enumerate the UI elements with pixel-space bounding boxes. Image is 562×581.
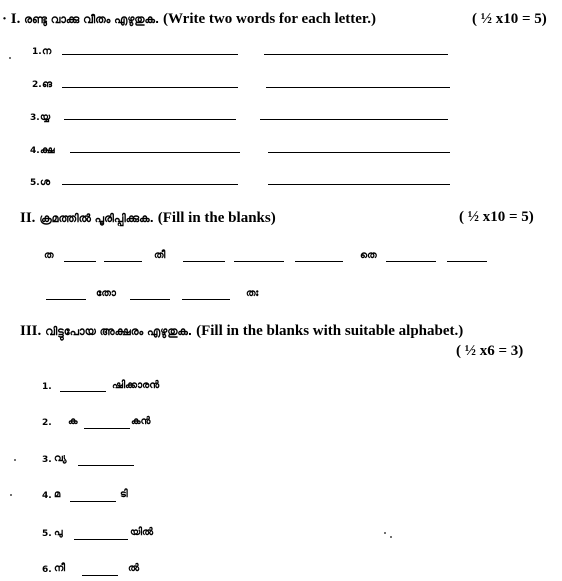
blank-line[interactable] bbox=[386, 261, 436, 262]
blank-line[interactable] bbox=[70, 501, 116, 502]
section-1-heading: · I. രണ്ടു വാക്കു വീതം എഴുതുക. (Write two words for each letter.) bbox=[2, 11, 376, 27]
word-prefix: നീ bbox=[54, 563, 66, 574]
item-number: 4. bbox=[42, 491, 52, 501]
word-prefix: ക bbox=[68, 416, 78, 427]
answer-line[interactable] bbox=[62, 184, 238, 185]
section-1-marks: ( ½ x10 = 5) bbox=[472, 11, 547, 27]
answer-line[interactable] bbox=[268, 152, 450, 153]
sequence-letter: ത bbox=[44, 250, 54, 261]
sequence-letter: തെ bbox=[360, 250, 377, 261]
item-number: 6. bbox=[42, 565, 52, 575]
stray-mark bbox=[14, 459, 16, 461]
blank-line[interactable] bbox=[46, 299, 86, 300]
item-number: 5. bbox=[42, 529, 52, 539]
answer-line[interactable] bbox=[260, 119, 448, 120]
stray-mark bbox=[10, 494, 12, 496]
answer-line[interactable] bbox=[264, 54, 448, 55]
sequence-letter: തീ bbox=[154, 250, 166, 261]
blank-line[interactable] bbox=[447, 261, 487, 262]
blank-line[interactable] bbox=[234, 261, 284, 262]
item-number: 3. bbox=[42, 455, 52, 465]
blank-line[interactable] bbox=[183, 261, 225, 262]
blank-line[interactable] bbox=[82, 575, 118, 576]
answer-line[interactable] bbox=[62, 54, 238, 55]
item-number: 2. bbox=[32, 80, 42, 90]
item-letter: ശ bbox=[40, 177, 51, 188]
answer-line[interactable] bbox=[64, 119, 236, 120]
section-2-mal-title: ക്രമത്തിൽ പൂരിപ്പിക്കുക. bbox=[39, 212, 154, 225]
word-suffix: യിൽ bbox=[130, 527, 154, 538]
blank-line[interactable] bbox=[295, 261, 343, 262]
section-1-numeral: I. bbox=[10, 11, 21, 27]
blank-line[interactable] bbox=[104, 261, 142, 262]
item-number: 1. bbox=[42, 382, 52, 392]
blank-line[interactable] bbox=[182, 299, 230, 300]
stray-mark bbox=[384, 532, 386, 534]
section-3-heading bbox=[20, 322, 463, 340]
word-prefix: പു bbox=[54, 527, 63, 538]
sequence-letter: തഃ bbox=[246, 288, 259, 299]
blank-line[interactable] bbox=[74, 539, 128, 540]
word-prefix: മ bbox=[54, 489, 61, 500]
item-letter: യ്യ bbox=[40, 112, 51, 123]
section-3-en-title: (Fill in the blanks with suitable alphabet.) bbox=[196, 323, 464, 339]
item-number: 3. bbox=[30, 113, 40, 123]
answer-line[interactable] bbox=[266, 87, 450, 88]
section-1-en-title: (Write two words for each letter.) bbox=[162, 11, 376, 27]
item-letter: ങ bbox=[42, 79, 53, 90]
sequence-letter: തോ bbox=[96, 288, 116, 299]
stray-mark bbox=[9, 57, 11, 59]
section-2-numeral: II. bbox=[20, 210, 36, 226]
blank-line[interactable] bbox=[78, 465, 134, 466]
answer-line[interactable] bbox=[62, 87, 238, 88]
item-number: 5. bbox=[30, 178, 40, 188]
answer-line[interactable] bbox=[70, 152, 240, 153]
word-suffix: ൽ bbox=[128, 563, 140, 574]
blank-line[interactable] bbox=[64, 261, 96, 262]
stray-mark bbox=[390, 536, 392, 538]
section-2-marks: ( ½ x10 = 5) bbox=[459, 209, 534, 225]
item-number: 1. bbox=[32, 47, 42, 57]
word-prefix: വ്യ bbox=[54, 453, 67, 464]
item-number: 4. bbox=[30, 146, 40, 156]
item-letter: ന bbox=[42, 46, 52, 57]
section-1-mal-title: രണ്ടു വാക്കു വീതം എഴുതുക. bbox=[24, 13, 160, 26]
section-2-heading bbox=[20, 209, 276, 227]
blank-line[interactable] bbox=[84, 428, 130, 429]
section-3-numeral: III. bbox=[20, 323, 42, 339]
blank-line[interactable] bbox=[130, 299, 170, 300]
word-suffix: കൻ bbox=[131, 416, 151, 427]
answer-line[interactable] bbox=[268, 184, 450, 185]
item-letter: ക്ഷ bbox=[40, 145, 55, 156]
word-suffix: ഷിക്കാരൻ bbox=[112, 380, 160, 391]
section-2-en-title: (Fill in the blanks) bbox=[157, 210, 276, 226]
word-suffix: ടി bbox=[120, 489, 128, 500]
section-3-marks: ( ½ x6 = 3) bbox=[456, 343, 524, 359]
blank-line[interactable] bbox=[60, 391, 106, 392]
item-number: 2. bbox=[42, 418, 52, 428]
section-3-mal-title: വിട്ടുപോയ അക്ഷരം എഴുതുക. bbox=[45, 325, 193, 338]
